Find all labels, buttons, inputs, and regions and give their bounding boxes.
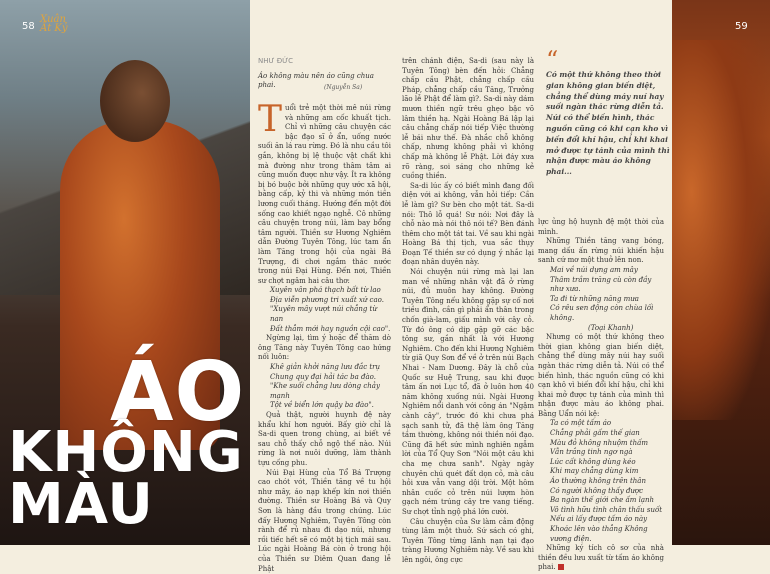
- paragraph-text: Những ký tích cô sơ của nhà thiền đều lưu xuất từ tấm áo không phai.: [538, 544, 664, 572]
- verse-line: "Xuyên mây vượt núi chẳng từ nan: [270, 305, 377, 324]
- verse-line: Màu đỏ không nhuộm thấm: [550, 438, 649, 447]
- verse-line: Có rêu sen động còn chùa lối không.: [550, 304, 654, 322]
- article-column-2: [402, 57, 534, 565]
- monk-photo: [0, 0, 250, 545]
- paragraph: Nhưng có một thứ không theo thời gian không gian biến diệt, chẳng thể dùng mây núi hay suối ngàn thác rừng diễn tả. Núi có thể biến hình, thác nguồn cũng có khi cạn khô vì biến đổi khí hậu, chỉ khi khai mở được tự tánh của mình thì nhận được màu áo không phai. Bằng Uẩn nói kệ:: [538, 333, 664, 418]
- verse-line: Vô tình hữu tình chân thấu suốt: [550, 505, 663, 514]
- quote-mark-icon: “: [546, 46, 559, 74]
- paragraph: Núi Đại Hùng của Tổ Bá Trượng cao chót vót, Thiền tăng về tu hội như mây, áo nạp khếp kín nơi thiền đường. Thiền sư Hoàng Bá và Quy Sơn là hàng đầu trong chúng. Lúc đấy Hương Nghiêm, Tuyên Tông còn rành để rủ nhau đi dạo núi, nhưng rồi tiếc hết sẽ có một bị tịch mái sau. Lúc ngài Hoàng Bá còn ở trong hội của Thiền sư Diêm Quan đang lễ Phật: [258, 468, 391, 573]
- robe-detail: [672, 40, 770, 420]
- title-line-1: ÁO: [110, 345, 246, 440]
- paragraph: Những Thiền tăng vang bóng, mang dấu ấn rừng núi khiến hậu sanh cứ mơ một thuở lên non.: [538, 237, 664, 265]
- verse-line: Ta đi từ những năng mưa: [550, 294, 639, 303]
- end-mark-icon: [558, 564, 564, 570]
- verse-line: Khoác lên vào thẳng Không vương điện.: [550, 525, 648, 543]
- page-number-right: 59: [735, 21, 748, 32]
- verse-line: Lúc cất không dùng kéo: [550, 457, 636, 466]
- paragraph: Quả thật, người huynh đệ này khẩu khí hơn người. Bấy giờ chỉ là Sa-di quen trong chùng, ai biết về sau chỗ thấy chỗ ngộ thế nào. Núi rừng là nơi nuôi dưỡng, làm thành tựu cống phu.: [258, 411, 391, 467]
- verse-line: Đất thẳm mới hay nguồn cội cao".: [270, 324, 391, 333]
- verse-line: Nếu ai lấy được tấm áo này: [550, 515, 648, 524]
- author-byline: NHƯ ĐỨC: [258, 57, 294, 65]
- paragraph-text: uổi trẻ một thời mê núi rừng và những am cốc khuất tịch. Chỉ vì những câu chuyện các bậc đạo sĩ ở ẩn, uống nước suối ăn lá rau rừng. Đó là nhu cầu tôi gắn, không bị lệ thuộc vật chất khi mà đường như trong thâm tâm ai cũng muốn được như vậy. Ít ra không bị bó buộc bởi những quy ước xã hội, bằng cấp, kỷ thi và những món tiền lương cuối tháng. Hướng đến một đời sống cao khiết ngạo nghễ. Cô những câu chuyện trong núi, làm bay bổng tâm người. Thiền sư Hương Nghiêm dẫn Đường Tuyên Tông, lúc tam ẩn làm Tăng trong hội của ngài Bá Trượng, đi chơi ngắm thác nước trong núi Đại Hùng. Đến nơi, Thiền sư chợt ngâm hai câu thơ:: [258, 104, 391, 285]
- paragraph: Nói chuyện núi rừng mà lại lan man về những nhân vật đã ở rừng núi, đủ muôn hay không. Đường Tuyên Tông nếu không gặp sự cố nơi triều đình, cần gì phải ẩn thân trong chốn già-lam, giấu mình với cây cỏ. Từ đó ông có dịp gặp gỡ các bậc tông sư, gắn nhất là với Hương Nghiêm. Cho đến khi Hương Nghiêm từ giã Quy Sơn để về ở trên núi Bạch Nhai - Nam Dương. Đây là chỗ của Quốc sư Huệ Trung, sau khi được tâm ấn nơi Lục tổ, đã ở luôn hơn 40 năm không xuống núi. Ngài Hương Nghiêm nổi danh với công án "Ngậm cành cây", trước đó khi chưa phá sạch sanh tử, đã thệ làm ông Tăng tầm thường, không nói thiền nói đạo. Cũng đã hết sức mình nghiên ngẫm lời của Tổ Quy Sơn "Nói một câu khi cha mẹ chưa sanh". Ngày ngày chuyên chú quét đất dọn cỏ, mà câu hỏi xưa vẫn vang dội trời. Một hôm nhân cuốc cỏ trên núi lượm hòn gạch ném trúng cây tre vang tiếng. Sư chợt tỉnh ngộ phá lớn cười.: [402, 268, 534, 516]
- title-line-2: KHÔNG: [8, 420, 244, 485]
- pull-quote-text: Có một thứ không theo thời gian không gian biến diệt, chẳng thể dùng máy nuí hay suối ngàn thác rừng diễn tả. Núi có thể biến hình, thác nguồn cũng có khi cạn kho vì biến đổi khí hậu, chỉ khi khai mở được tự tánh của mình thì nhận được màu áo không phai...: [546, 70, 670, 177]
- article-column-3: [538, 218, 664, 573]
- verse-line: Chẳng phải gấm thế gian: [550, 429, 640, 438]
- verse-line: Ta có một tấm áo: [550, 419, 612, 428]
- verse-line: Khê giản khởi năng lưu đắc trụ: [270, 363, 381, 372]
- monk-photo-right: [672, 0, 770, 545]
- title-line-3: MÀU: [8, 472, 154, 537]
- logo-line-2: Ất Kỷ: [40, 23, 68, 34]
- logo-line-1: Xuân: [40, 14, 66, 25]
- magazine-logo: [40, 15, 68, 33]
- verse-line: Vẫn trắng tinh ngơ ngà: [550, 448, 633, 457]
- verse-line: Áo thường không trên thân: [550, 477, 646, 486]
- paragraph: [538, 544, 664, 573]
- verse-line: Chung quy đại hải tác ba đào.: [270, 372, 377, 381]
- verse-line: Có người không thấy được: [550, 486, 644, 495]
- paragraph: [258, 99, 391, 286]
- paragraph: lực ủng hộ huynh đệ một thời của mình.: [538, 218, 664, 236]
- verse-line: Ba ngàn thế giới che ấm lạnh: [550, 496, 655, 505]
- verse-line: Xuyên vân phá thạch bất từ lao: [270, 286, 381, 295]
- verse-source: (Toại Khanh): [588, 323, 634, 332]
- verse-line: Mai về núi dựng am mây: [550, 265, 638, 274]
- epigraph-text: Áo không màu nên áo cũng chua phai.: [258, 72, 374, 89]
- article-column-1: [258, 99, 391, 574]
- verse-line: "Khe suối chẳng lưu dòng chảy mạnh: [270, 382, 380, 400]
- paragraph: Ngừng lại, tìm ý hoặc để thăm dò ông Tăng này Tuyên Tông cao hứng nối luôn:: [258, 334, 391, 362]
- verse-line: Tột về biển lớn quậy ba đào".: [270, 401, 374, 410]
- page-number-left: 58: [22, 21, 35, 32]
- pull-quote: [546, 46, 670, 178]
- verse-line: Địa viễn phương tri xuất xứ cao.: [270, 295, 384, 304]
- monk-head: [100, 60, 170, 142]
- verse-line: Khi may chẳng dùng kim: [550, 467, 639, 476]
- paragraph: Câu chuyện của Sư làm cảm động tùng lâm một thuở. Sứ sách có ghi, Tuyên Tông từng lãnh nạn tại đạo tràng Hương Nghiêm này. Về sau khi lên ngôi, ông cực: [402, 517, 534, 564]
- paragraph: trên chánh điện, Sa-di (sau này là Tuyên Tông) bèn đến hỏi: Chẳng chấp cầu Phật, chẳng chấp cầu Pháp, chẳng chấp cầu Tăng, Trưởng lão lễ Phật để làm gì?. Sa-di này dám mươn thiền ngữ trêu ghẹo bậc võ lâm thiền hạ. Ngài Hoàng Bá lập lại câu chẳng chấp nói tiếp Việc thường lễ bái như thế. Đà nhắc chỗ không chấp, nhưng không phải vì không chấp mà không lễ Phật. Lời đáy xưa rõ ràng, soi sáng cho những kẻ cuồng thiền.: [402, 57, 534, 181]
- paragraph: Sa-di lúc ấy có biết mình đang đối diện với ai không, vẫn hỏi tiếp: Cần lễ làm gì? Sư bèn cho một tát. Sa-di nói: Thô lỗ quá! Sư nói: Nơi đây là chỗ nào mà nói thô nói tế? Bèn đánh thêm cho một tát tai. Về sau khi ngài Hoàng Bá thị tịch, vua sắc thụy Đoạn Tế thiền sư có dụng ý nhắc lại đoạn nhân duyên này.: [402, 181, 534, 267]
- epigraph-source: (Nguyễn Sa): [324, 84, 363, 91]
- drop-cap: T: [258, 99, 283, 140]
- verse-line: Thâm trầm trăng cù còn đầy như xưa.: [550, 275, 652, 294]
